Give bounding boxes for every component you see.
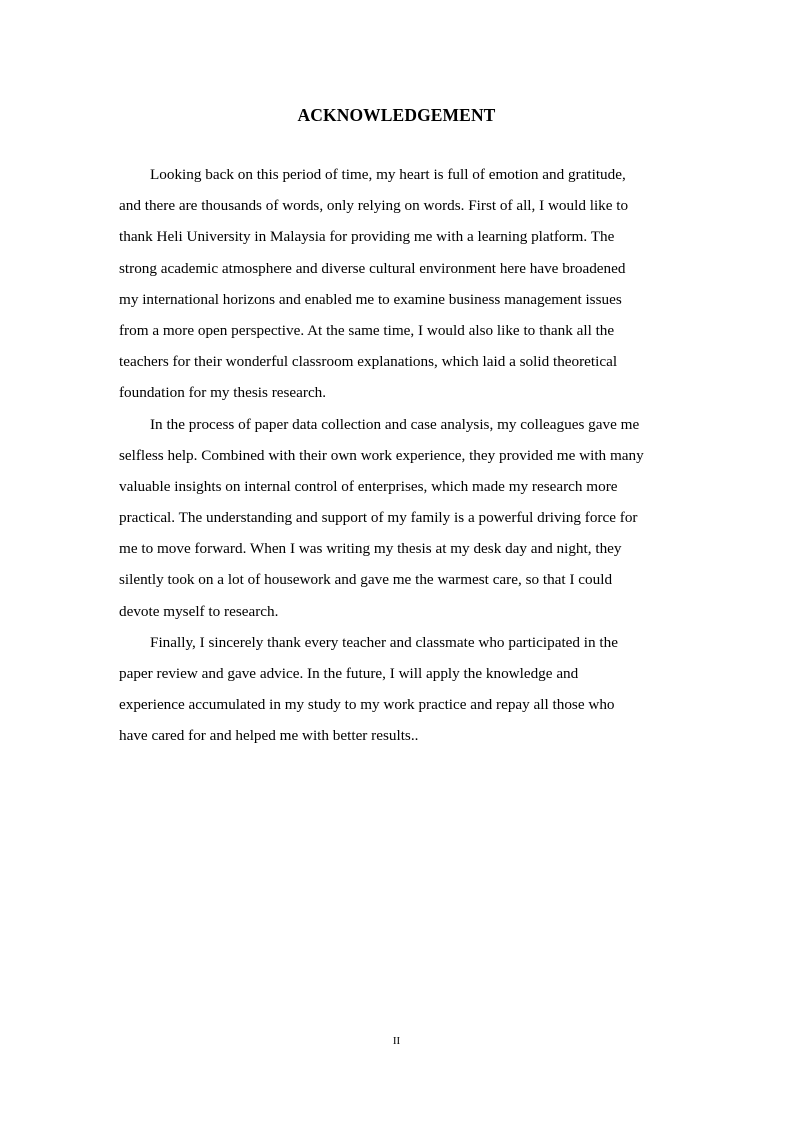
paragraph-1-line: teachers for their wonderful classroom explanations, which laid a solid theoretical bbox=[119, 353, 618, 371]
paragraph-3-line: experience accumulated in my study to my work practice and repay all those who bbox=[119, 696, 615, 714]
paragraph-3-line: Finally, I sincerely thank every teacher and classmate who participated in the bbox=[150, 633, 618, 651]
paragraph-1-line: thank Heli University in Malaysia for providing me with a learning platform. The bbox=[119, 228, 615, 246]
paragraph-2-line: selfless help. Combined with their own work experience, they provided me with many bbox=[119, 446, 644, 464]
paragraph-1-line: my international horizons and enabled me to examine business management issues bbox=[119, 290, 622, 308]
paragraph-1-line: Looking back on this period of time, my heart is full of emotion and gratitude, bbox=[150, 166, 626, 183]
acknowledgement-body bbox=[119, 159, 689, 752]
paragraph-2-line: me to move forward. When I was writing my thesis at my desk day and night, they bbox=[119, 540, 622, 558]
page-number: II bbox=[392, 1035, 401, 1047]
page-title: ACKNOWLEDGEMENT bbox=[297, 105, 496, 125]
paragraph-2-line: devote myself to research. bbox=[119, 602, 279, 620]
paragraph-1-line: from a more open perspective. At the same time, I would also like to thank all the bbox=[119, 321, 615, 339]
paragraph-2-line: silently took on a lot of housework and gave me the warmest care, so that I could bbox=[119, 571, 613, 589]
paragraph-1-line: and there are thousands of words, only relying on words. First of all, I would like to bbox=[119, 197, 629, 215]
paragraph-1-line: foundation for my thesis research. bbox=[119, 384, 327, 402]
paragraph-2-line: valuable insights on internal control of enterprises, which made my research more bbox=[119, 477, 618, 495]
paragraph-2-line: In the process of paper data collection and case analysis, my colleagues gave me bbox=[150, 415, 640, 433]
paragraph-1-line: strong academic atmosphere and diverse cultural environment here have broadened bbox=[119, 259, 626, 277]
paragraph-3-line: paper review and gave advice. In the future, I will apply the knowledge and bbox=[119, 665, 579, 682]
paragraph-3-line: have cared for and helped me with better results.. bbox=[119, 727, 419, 745]
paragraph-2-line: practical. The understanding and support of my family is a powerful driving force for bbox=[119, 509, 638, 527]
